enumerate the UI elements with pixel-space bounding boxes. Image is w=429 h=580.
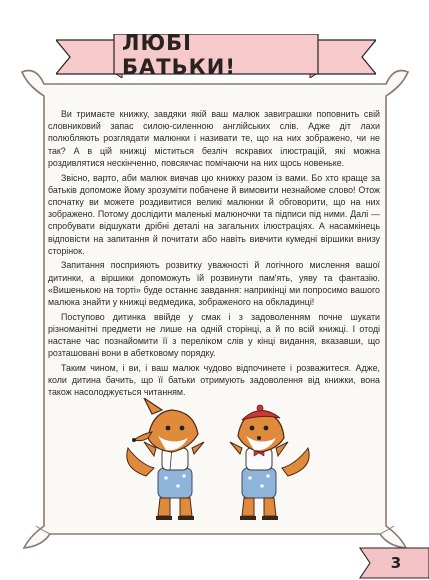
page-number-tab (348, 546, 429, 580)
paragraph: Таким чином, і ви, і ваш малюк чудово відпочинете і розважитеся. Адже, коли дитина бачить, що її батьки отримують задоволення від книжки, вона також насолоджується читанням. (48, 363, 380, 398)
page-title: ЛЮБІ БАТЬКИ! (122, 31, 236, 79)
paragraph: Звісно, варто, аби малюк вивчав цю книжку разом із вами. Бо хто краще за батьків допоможе йому зрозуміти побачене й вимовити незнайоме слово! Отож спочатку ви можете роздивитися великі малюнки й обговорити, що на них зображено. Потому дослідити маленькі малюночки та підписи під ними. Далі — спробувати відшукати дрібні деталі на загальних ілюстраціях. А насамкінець відповісти на запитання й почитати або навіть вивчити кумедні віршики внизу сторінок. (48, 172, 380, 256)
fox-with-bow (230, 405, 309, 520)
paragraph: Поступово дитинка ввійде у смак і з задоволенням почне шукати різноманітні предмети не лише на одній сторінці, а й по всій книжці. І отоді настане час познайомити її з переліком слів у кінці видання, вказавши, що розташовані вони в абетковому порядку. (48, 311, 380, 359)
page-number: 3 (390, 554, 402, 572)
title-ribbon (56, 31, 376, 79)
paragraph: Ви тримаєте книжку, завдяки якій ваш малюк завиграшки поповнить свій словниковий запас силою-силенною англійських слів. Адже діт лахи полюбляють розглядати малюнки і називати те, що на них зображено, чи не так? А в цій книжці міститься безліч яскравих ілюстрацій, які можна роздивлятися нескінченно, повсякчас помічаючи на них щось новеньке. (48, 109, 380, 168)
fox-with-cap (127, 398, 204, 520)
intro-text (48, 108, 380, 401)
two-foxes-illustration (118, 398, 318, 524)
paragraph: Запитання посприяють розвитку уважності й логічного мислення вашої дитинки, а віршики допоможуть їй розвинути пам'ять, уяву та фантазію. «Вишенькою на торті» буде останнє завдання: наприкінці ми попросимо вашого малюка знайти у книжці ведмедика, зображеного на обкладинці! (48, 260, 380, 308)
